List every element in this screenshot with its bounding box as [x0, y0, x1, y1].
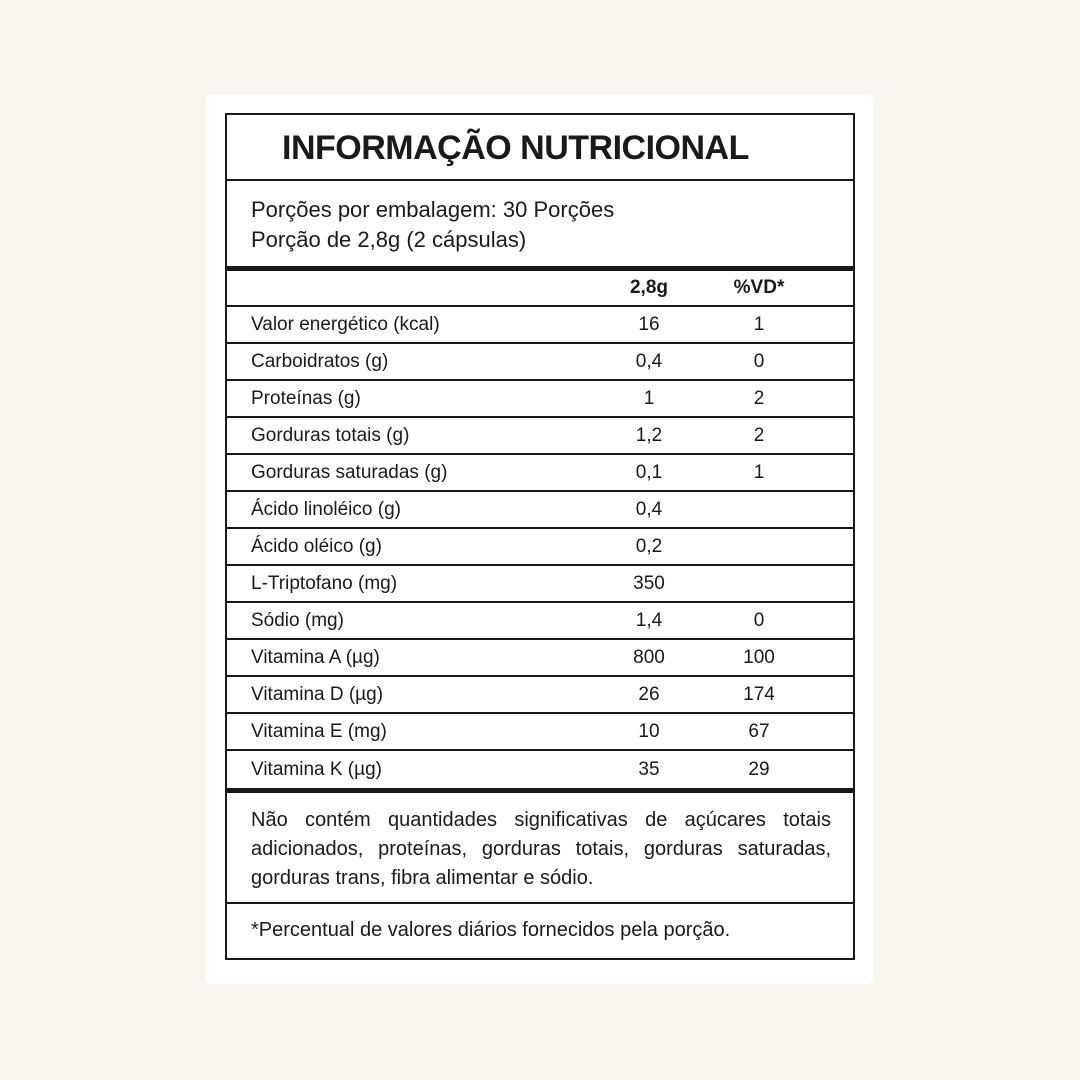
- nutrient-name: L-Triptofano (mg): [251, 572, 398, 594]
- table-row: [227, 566, 853, 603]
- table-row: [227, 677, 853, 714]
- nutrient-daily-value: 67: [748, 720, 770, 742]
- table-row: [227, 714, 853, 751]
- nutrient-amount: 0,4: [635, 498, 663, 520]
- nutrient-daily-value: 29: [748, 758, 770, 780]
- nutrient-amount: 800: [633, 646, 665, 668]
- table-row: [227, 455, 853, 492]
- nutrient-daily-value: 0: [753, 350, 765, 372]
- nutrient-amount: 0,4: [635, 350, 663, 372]
- nutrient-name: Carboidratos (g): [251, 350, 389, 372]
- nutrient-name: Vitamina D (µg): [251, 683, 384, 705]
- table-header-row: [227, 271, 853, 307]
- table-title: INFORMAÇÃO NUTRICIONAL: [227, 115, 853, 181]
- nutrient-daily-value: 1: [753, 461, 765, 483]
- nutrient-name: Ácido oléico (g): [251, 535, 382, 557]
- nutrient-amount: 0,2: [635, 535, 663, 557]
- footnote-text: *Percentual de valores diários fornecidos pela porção.: [251, 919, 731, 941]
- nutrient-name: Ácido linoléico (g): [251, 498, 401, 520]
- nutrient-daily-value: 174: [743, 683, 775, 705]
- nutrient-daily-value: 1: [753, 313, 765, 335]
- table-row: [227, 418, 853, 455]
- nutrient-name: Vitamina E (mg): [251, 720, 387, 742]
- nutrient-name: Proteínas (g): [251, 387, 361, 409]
- header-daily-value: %VD*: [733, 277, 785, 298]
- nutrient-amount: 350: [633, 572, 665, 594]
- portion-size: Porção de 2,8g (2 cápsulas): [251, 227, 527, 252]
- nutrient-amount: 26: [638, 683, 660, 705]
- nutrient-amount: 35: [638, 758, 660, 780]
- nutrient-amount: 1,4: [635, 609, 663, 631]
- nutrient-name: Valor energético (kcal): [251, 313, 440, 335]
- nutrient-name: Gorduras totais (g): [251, 424, 410, 446]
- table-row: [227, 307, 853, 344]
- nutrient-daily-value: 2: [753, 424, 765, 446]
- nutrient-amount: 1: [643, 387, 655, 409]
- table-row: [227, 603, 853, 640]
- nutrient-amount: 16: [638, 313, 660, 335]
- nutrient-amount: 1,2: [635, 424, 663, 446]
- table-row: [227, 751, 853, 788]
- nutrient-name: Vitamina A (µg): [251, 646, 380, 668]
- table-row: [227, 529, 853, 566]
- nutrient-name: Sódio (mg): [251, 609, 344, 631]
- nutrient-daily-value: 2: [753, 387, 765, 409]
- nutrient-name: Gorduras saturadas (g): [251, 461, 448, 483]
- table-row: [227, 640, 853, 677]
- table-row: [227, 492, 853, 529]
- nutrient-amount: 10: [638, 720, 660, 742]
- nutrient-rows: [227, 307, 853, 788]
- nutrient-name: Vitamina K (µg): [251, 758, 382, 780]
- servings-per-package: Porções por embalagem: 30 Porções: [251, 197, 615, 222]
- nutrient-amount: 0,1: [635, 461, 663, 483]
- nutrient-daily-value: 0: [753, 609, 765, 631]
- notice-text: Não contém quantidades significativas de açúcares totais adicionados, proteínas, gorduras totais, gorduras saturadas, gorduras trans, fibra alimentar e sódio.: [227, 793, 853, 904]
- table-row: [227, 344, 853, 381]
- header-amount: 2,8g: [629, 277, 669, 298]
- serving-info: [227, 181, 853, 266]
- table-row: [227, 381, 853, 418]
- nutrient-daily-value: 100: [743, 646, 775, 668]
- nutrition-facts-table: [225, 113, 855, 960]
